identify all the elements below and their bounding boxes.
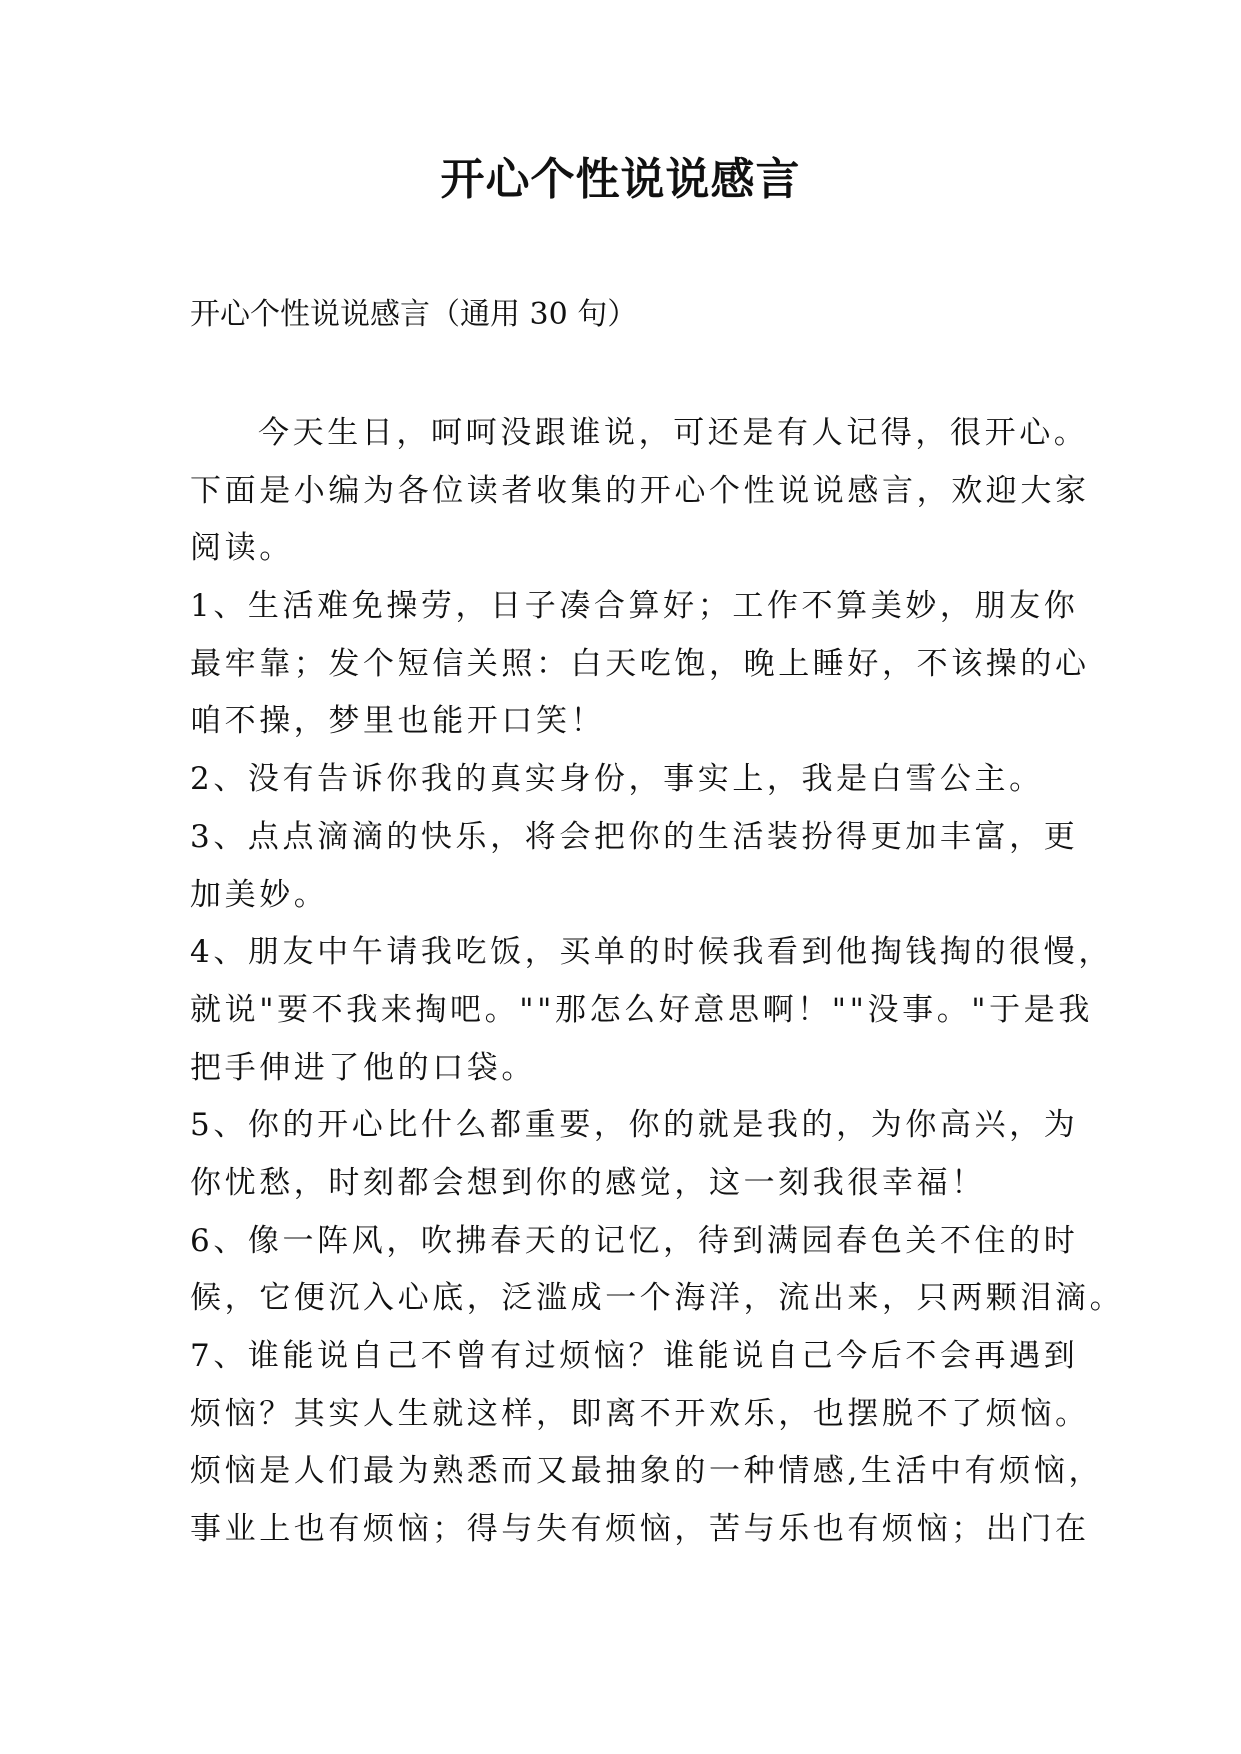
body-line: 6、像一阵风，吹拂春天的记忆，待到满园春色关不住的时 xyxy=(190,1222,1079,1259)
body-line: 今天生日，呵呵没跟谁说，可还是有人记得，很开心。 xyxy=(258,415,1089,451)
body-line: 就说"要不我来掏吧。""那怎么好意思啊！""没事。"于是我 xyxy=(190,991,1093,1028)
body-line: 你忧愁，时刻都会想到你的感觉，这一刻我很幸福！ xyxy=(190,1164,986,1201)
body-line: 3、点点滴滴的快乐，将会把你的生活装扮得更加丰富，更 xyxy=(190,818,1079,855)
body-line: 把手伸进了他的口袋。 xyxy=(190,1049,536,1086)
document-body xyxy=(190,405,1125,1559)
body-line: 5、你的开心比什么都重要，你的就是我的，为你高兴，为 xyxy=(190,1107,1079,1144)
body-line: 烦恼？其实人生就这样，即离不开欢乐，也摆脱不了烦恼。 xyxy=(190,1395,1090,1432)
body-line: 4、朋友中午请我吃饭，买单的时候我看到他掏钱掏的很慢， xyxy=(190,934,1113,971)
body-line: 事业上也有烦恼；得与失有烦恼，苦与乐也有烦恼；出门在 xyxy=(190,1511,1090,1548)
body-line: 阅读。 xyxy=(190,530,294,567)
body-line: 烦恼是人们最为熟悉而又最抽象的一种情感,生活中有烦恼， xyxy=(190,1453,1104,1490)
body-line: 2、没有告诉你我的真实身份，事实上，我是白雪公主。 xyxy=(190,761,1044,798)
document-subtitle: 开心个性说说感言（通用 30 句） xyxy=(190,297,638,332)
body-line: 咱不操，梦里也能开口笑！ xyxy=(190,703,606,740)
body-line: 1、生活难免操劳，日子凑合算好；工作不算美妙，朋友你 xyxy=(190,588,1079,625)
body-line: 候，它便沉入心底，泛滥成一个海洋，流出来，只两颗泪滴。 xyxy=(190,1280,1125,1317)
body-line: 最牢靠；发个短信关照：白天吃饱，晚上睡好，不该操的心 xyxy=(190,645,1090,682)
body-line: 下面是小编为各位读者收集的开心个性说说感言，欢迎大家 xyxy=(190,472,1090,509)
body-line: 7、谁能说自己不曾有过烦恼？谁能说自己今后不会再遇到 xyxy=(190,1338,1079,1374)
body-line: 加美妙。 xyxy=(190,876,329,913)
document-title: 开心个性说说感言 xyxy=(440,154,801,205)
